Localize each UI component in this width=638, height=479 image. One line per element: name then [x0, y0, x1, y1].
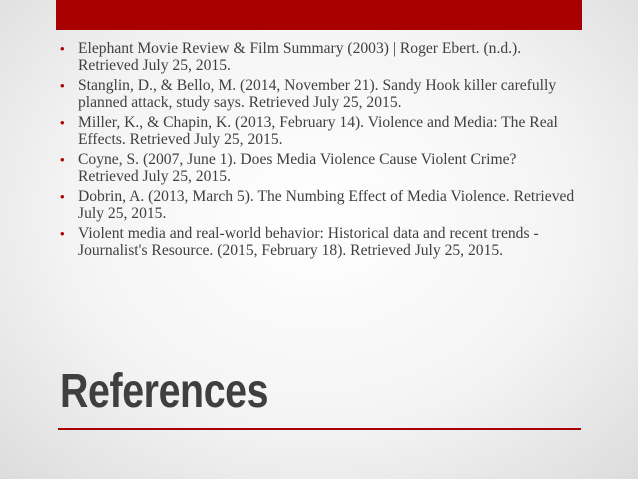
list-item: [60, 40, 580, 74]
reference-list: [60, 40, 580, 262]
bullet-icon: •: [60, 41, 65, 56]
reference-text: Elephant Movie Review & Film Summary (2003) | Roger Ebert. (n.d.). Retrieved July 25, 2015.: [78, 40, 522, 74]
reference-text: Stanglin, D., & Bello, M. (2014, November 21). Sandy Hook killer carefully planned attack, study says. Retrieved July 25, 2015.: [78, 77, 557, 111]
reference-text: Miller, K., & Chapin, K. (2013, February 14). Violence and Media: The Real Effects. Retrieved July 25, 2015.: [78, 114, 558, 148]
list-item: [60, 151, 580, 185]
list-item: [60, 188, 580, 222]
reference-text: Coyne, S. (2007, June 1). Does Media Violence Cause Violent Crime? Retrieved July 25, 2015.: [78, 151, 517, 185]
bullet-icon: •: [60, 152, 65, 167]
bullet-icon: •: [60, 189, 65, 204]
list-item: [60, 77, 580, 111]
page-title: References: [60, 365, 269, 418]
bullet-icon: •: [60, 115, 65, 130]
bullet-icon: •: [60, 78, 65, 93]
reference-text: Dobrin, A. (2013, March 5). The Numbing Effect of Media Violence. Retrieved July 25, 2015.: [78, 188, 575, 222]
title-divider: [58, 428, 581, 430]
list-item: [60, 114, 580, 148]
reference-text: Violent media and real-world behavior: Historical data and recent trends - Journalist's Resource. (2015, February 18). Retrieved July 25, 2015.: [78, 225, 539, 259]
accent-bar: [56, 0, 582, 30]
bullet-icon: •: [60, 226, 65, 241]
list-item: [60, 225, 580, 259]
